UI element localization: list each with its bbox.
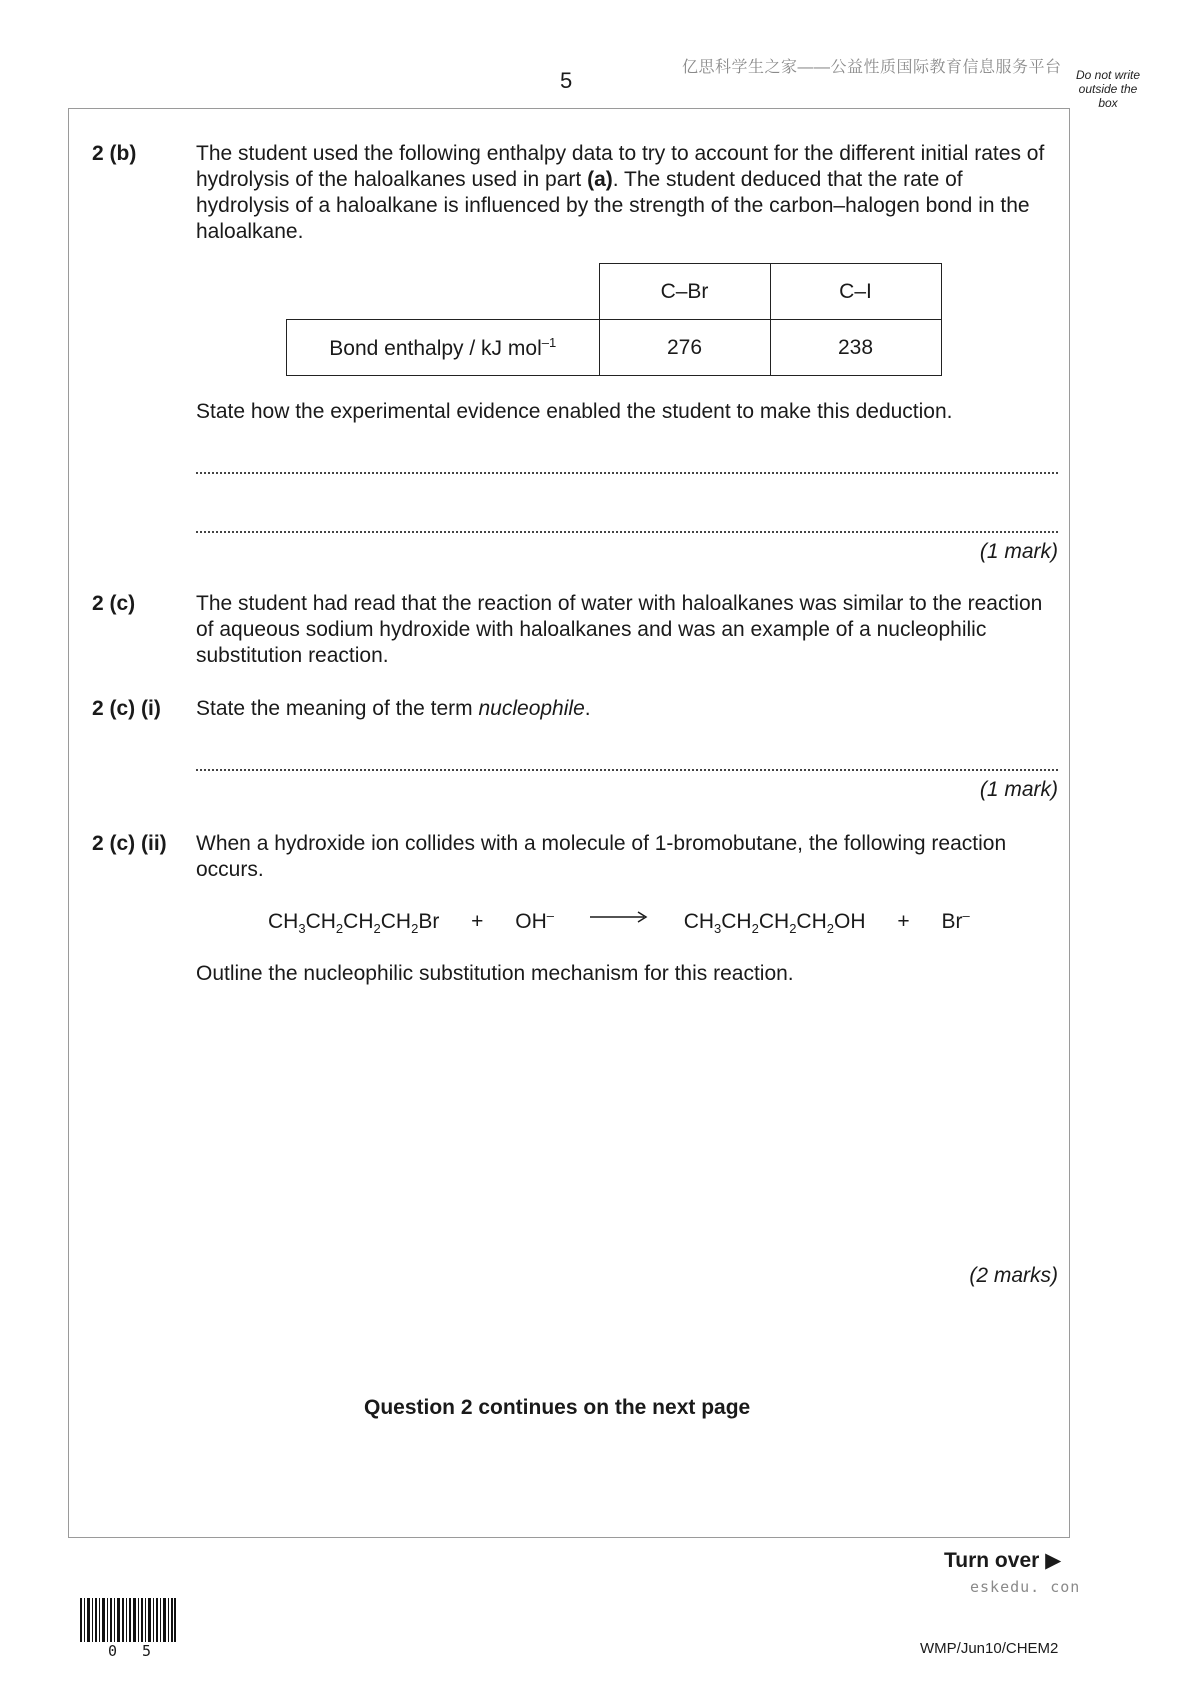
site-watermark: eskedu. con bbox=[970, 1578, 1081, 1596]
bromide-charge: – bbox=[962, 908, 970, 923]
plus-sign-2: + bbox=[897, 910, 910, 933]
margin-note: Do not write outside the box bbox=[1075, 68, 1141, 110]
watermark: 亿思科学生之家——公益性质国际教育信息服务平台 bbox=[682, 59, 1062, 76]
bromide-formula: Br bbox=[941, 910, 963, 933]
reaction-arrow-icon bbox=[590, 905, 648, 929]
question-number-2ci: 2 (c) (i) bbox=[92, 697, 161, 720]
product-bromide bbox=[941, 908, 969, 934]
question-number-2cii: 2 (c) (ii) bbox=[92, 832, 167, 855]
hydroxide-formula: OH bbox=[515, 910, 547, 933]
answer-space-2cii[interactable] bbox=[196, 1000, 1058, 1240]
continue-note: Question 2 continues on the next page bbox=[364, 1396, 751, 1419]
question-2cii-prompt: Outline the nucleophilic substitution mechanism for this reaction. bbox=[196, 962, 794, 985]
plus-sign-1: + bbox=[471, 910, 484, 933]
question-2b-text-end: . The student deduced that the rate of hydrolysis of a haloalkane is influenced by the strength of the carbon–halogen bond in the haloalkane. bbox=[196, 168, 1030, 243]
product-butanol: $CH_3CH_2CH_2CH_2OH$ bbox=[683, 910, 866, 937]
table-value-ci: 238 bbox=[770, 320, 941, 376]
marks-2cii: (2 marks) bbox=[969, 1264, 1058, 1287]
barcode-number: 0 5 bbox=[108, 1642, 160, 1660]
reactant-1-bromobutane: $CH_3CH_2CH_2CH_2Br$ bbox=[268, 910, 440, 937]
barcode-icon bbox=[80, 1598, 176, 1647]
marks-2b: (1 mark) bbox=[979, 540, 1058, 563]
question-2ci-text bbox=[196, 696, 1058, 722]
hydroxide-charge: – bbox=[546, 908, 554, 923]
reaction-equation bbox=[268, 908, 970, 936]
table-row-label bbox=[287, 320, 600, 376]
question-2c-text: The student had read that the reaction of water with haloalkanes was similar to the reaction of aqueous sodium hydroxide with haloalkanes and was an example of a nucleophilic substitution reaction. bbox=[196, 592, 1043, 667]
term-nucleophile: nucleophile bbox=[478, 697, 585, 720]
question-2b-text bbox=[196, 141, 1058, 245]
page-number: 5 bbox=[560, 68, 573, 93]
question-2b-text-start: The student used the following enthalpy data to try to account for the different initial rates of hydrolysis of the haloalkanes used in part bbox=[196, 142, 1045, 191]
answer-line-2b-1[interactable] bbox=[196, 472, 1058, 474]
table-header-cbr: C–Br bbox=[599, 264, 770, 320]
question-2ci-text-end: . bbox=[584, 697, 591, 720]
marks-2ci: (1 mark) bbox=[979, 778, 1058, 801]
question-number-2b: 2 (b) bbox=[92, 142, 137, 165]
paper-code: WMP/Jun10/CHEM2 bbox=[920, 1640, 1059, 1657]
question-2ci-text-start: State the meaning of the term bbox=[196, 697, 479, 720]
table-header-ci: C–I bbox=[770, 264, 941, 320]
table-row-label-text: Bond enthalpy / kJ mol bbox=[329, 336, 542, 360]
part-a-reference: (a) bbox=[587, 168, 613, 191]
reactant-hydroxide bbox=[515, 908, 554, 934]
answer-line-2b-2[interactable] bbox=[196, 531, 1058, 533]
table-corner bbox=[287, 264, 600, 320]
question-number-2c: 2 (c) bbox=[92, 592, 136, 615]
question-2cii-text: When a hydroxide ion collides with a molecule of 1-bromobutane, the following reaction occurs. bbox=[196, 832, 1007, 881]
answer-line-2ci[interactable] bbox=[196, 769, 1058, 771]
question-2b-prompt: State how the experimental evidence enabled the student to make this deduction. bbox=[196, 400, 953, 423]
turn-over-label: Turn over ▶ bbox=[944, 1549, 1062, 1572]
bond-enthalpy-table bbox=[286, 263, 942, 376]
table-value-cbr: 276 bbox=[599, 320, 770, 376]
table-row-label-sup: –1 bbox=[541, 334, 557, 350]
